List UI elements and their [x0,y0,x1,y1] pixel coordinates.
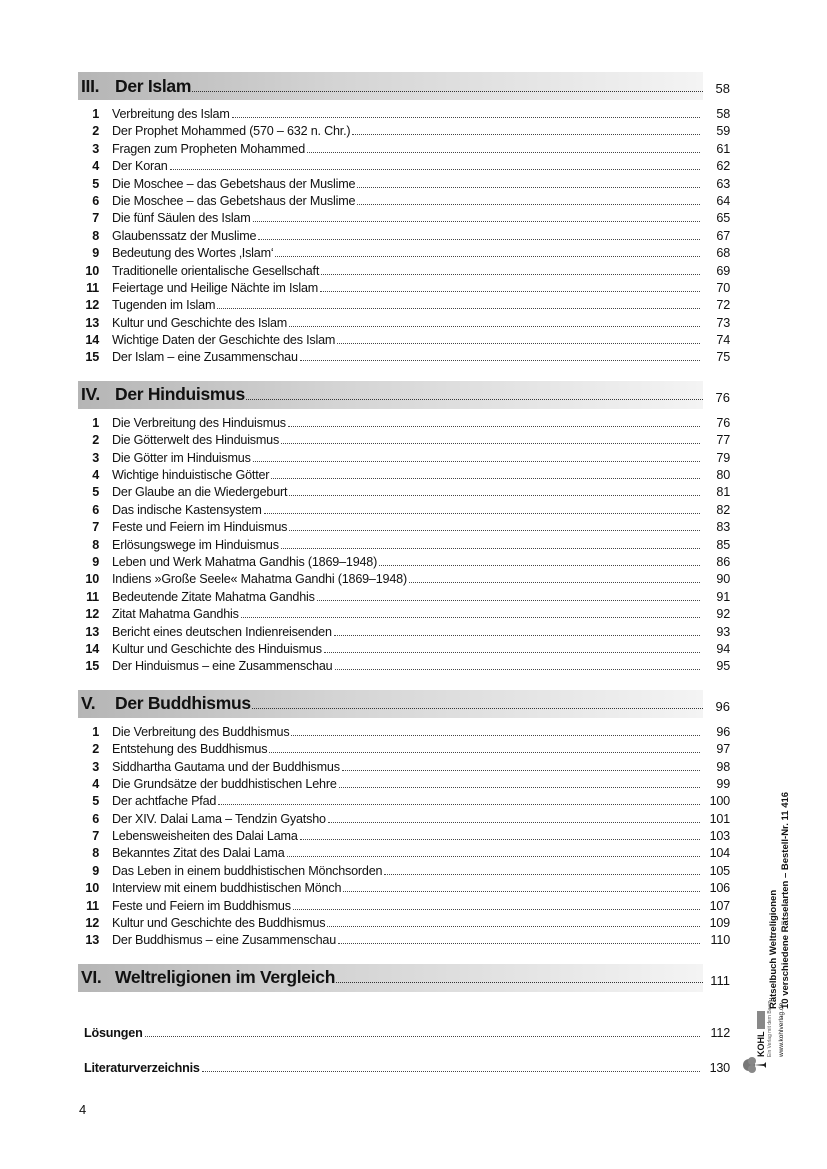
entry-page: 80 [716,468,730,483]
entry-page: 95 [716,659,730,674]
toc-section [78,381,730,677]
entry-label: Siddhartha Gautama und der Buddhismus [112,759,340,774]
toc-entry[interactable] [78,451,730,468]
dot-leader [300,359,700,361]
section-entries [78,416,730,677]
entry-number: 15 [85,350,99,365]
publisher-sidebar [740,753,792,1073]
publisher-url[interactable]: www.kohlverlag.de [778,1002,785,1057]
entry-page: 93 [716,624,730,639]
entry-number: 8 [92,537,99,552]
toc-entry-literaturverzeichnis[interactable] [84,1061,730,1075]
entry-number: 5 [92,176,99,191]
dot-leader [321,273,700,275]
toc-entry[interactable] [78,933,730,950]
entry-label: Interview mit einem buddhistischen Mönch [112,881,342,896]
entry-label: Der XIV. Dalai Lama – Tendzin Gyatsho [112,811,326,826]
entry-page: 98 [716,759,730,774]
entry-label: Indiens »Große Seele« Mahatma Gandhi (1869–1948) [112,572,407,587]
dot-leader [271,477,700,479]
entry-number: 12 [85,607,99,622]
entry-label: Die Götterwelt des Hinduismus [112,433,280,448]
dot-leader [232,116,700,118]
entry-page: 99 [716,776,730,791]
toc-entry[interactable] [78,642,730,659]
section-page: 76 [715,389,730,405]
section-title: Der Islam [115,75,192,96]
dot-leader [192,90,703,92]
entry-page: 79 [716,450,730,465]
entry-label: Die Verbreitung des Hinduismus [112,415,286,430]
toc-entry[interactable] [78,194,730,211]
dot-leader [170,168,700,170]
dot-leader [339,786,700,788]
entry-page: 85 [716,537,730,552]
entry-label: Das Leben in einem buddhistischen Mönchsorden [112,863,383,878]
entry-number: 9 [92,554,99,569]
entry-label: Der Buddhismus – eine Zusammenschau [112,933,336,948]
toc-entry[interactable] [78,812,730,829]
section-page: 58 [715,81,730,96]
entry-page: 92 [716,607,730,622]
dot-leader [252,707,703,709]
dot-leader [291,734,700,736]
entry-number: 5 [92,485,99,500]
dot-leader [275,255,700,257]
entry-number: 8 [92,228,99,243]
entry-page: 97 [716,742,730,757]
section-entries [78,107,730,368]
section-heading[interactable] [78,964,730,992]
entry-number: 6 [92,193,99,208]
dot-leader [324,651,700,653]
entry-number: 9 [92,246,99,261]
dot-leader [335,668,701,670]
entry-number: 12 [85,298,99,313]
entry-number: 13 [85,315,99,330]
dot-leader [357,203,700,205]
toc-entry[interactable] [78,742,730,759]
dot-leader [352,133,700,135]
section-title: Weltreligionen im Vergleich [115,967,336,988]
entry-label: Wichtige Daten der Geschichte des Islam [112,333,336,348]
entry-page: 64 [716,193,730,208]
toc-entry[interactable] [78,142,730,159]
toc-entry[interactable] [78,555,730,572]
section-page: 96 [715,698,730,714]
dot-leader [320,290,700,292]
entry-page: 58 [716,107,730,121]
entry-number: 4 [92,159,99,174]
entry-label: Lebensweisheiten des Dalai Lama [112,829,298,844]
entry-page: 94 [716,641,730,656]
dot-leader [384,873,700,875]
toc-entry[interactable] [78,416,730,433]
entry-label: Traditionelle orientalische Gesellschaft [112,263,320,278]
dot-leader [293,908,700,910]
entry-label: Entstehung des Buddhismus [112,742,268,757]
toc-entry[interactable] [78,625,730,642]
entry-page: 96 [716,724,730,739]
entry-label: Erlösungswege im Hinduismus [112,537,279,552]
entry-number: 10 [85,572,99,587]
dot-leader [317,599,700,601]
entry-page: 110 [710,933,730,948]
page-number: 4 [79,1102,87,1117]
entry-number: 11 [86,589,99,604]
toc-entry[interactable] [78,590,730,607]
entry-page: 91 [716,589,730,604]
entry-label: Verbreitung des Islam [112,107,230,121]
entry-number: 7 [92,520,99,535]
entry-page: 107 [709,898,730,913]
entry-number: 11 [86,898,99,913]
entry-number: 6 [92,502,99,517]
entry-label: Literaturverzeichnis [84,1061,200,1075]
entry-number: 7 [92,211,99,226]
entry-label: Der Glaube an die Wiedergeburt [112,485,288,500]
dot-leader [246,398,703,400]
dot-leader [357,186,700,188]
entry-label: Feiertage und Heilige Nächte im Islam [112,280,319,295]
entry-label: Leben und Werk Mahatma Gandhis (1869–1948) [112,554,378,569]
toc-entry-loesungen[interactable] [84,1026,730,1040]
section-heading[interactable] [78,72,730,100]
entry-page: 59 [716,124,730,139]
entry-number: 10 [85,881,99,896]
entry-page: 83 [716,520,730,535]
dot-leader [334,634,700,636]
entry-number: 14 [85,641,99,656]
toc-entry[interactable] [78,316,730,333]
dot-leader [328,821,700,823]
section-heading-row [78,76,703,97]
entry-number: 14 [85,333,99,348]
entry-number: 2 [92,433,99,448]
entry-page: 81 [716,485,730,500]
entry-label: Kultur und Geschichte des Islam [112,315,288,330]
toc-section [78,690,730,951]
entry-page: 69 [716,263,730,278]
entry-page: 106 [709,881,730,896]
dot-leader [307,151,700,153]
toc-entry[interactable] [78,794,730,811]
toc-entry[interactable] [78,572,730,589]
toc-entry[interactable] [78,264,730,281]
entry-label: Tugenden im Islam [112,298,216,313]
toc-entry[interactable] [78,281,730,298]
section-heading-row [78,967,703,988]
entry-number: 8 [92,846,99,861]
section-heading[interactable] [78,690,730,718]
entry-number: 3 [92,141,99,156]
entry-label: Bericht eines deutschen Indienreisenden [112,624,332,639]
entry-number: 15 [85,659,99,674]
entry-page: 68 [716,246,730,261]
toc-entry[interactable] [78,159,730,176]
section-title: Der Buddhismus [115,693,251,714]
dot-leader [241,616,700,618]
entry-number: 4 [92,468,99,483]
entry-label: Lösungen [84,1026,143,1040]
dot-leader [218,803,700,805]
toc-entry[interactable] [78,211,730,228]
dot-leader [289,529,700,531]
section-entries [78,725,730,951]
toc-entry[interactable] [78,777,730,794]
section-title: Der Hinduismus [115,384,245,405]
toc-entry[interactable] [78,916,730,933]
entry-page: 104 [709,846,730,861]
publisher-logo [742,1000,790,1073]
entry-page: 112 [710,1026,730,1040]
toc-entry[interactable] [78,899,730,916]
entry-page: 65 [716,211,730,226]
entry-page: 130 [709,1061,730,1075]
entry-label: Der Koran [112,159,168,174]
dot-leader [343,890,700,892]
dot-leader [281,442,700,444]
toc-entry[interactable] [78,350,730,367]
logo-brand: KOHL [756,1031,766,1057]
entry-page: 63 [716,176,730,191]
entry-page: 61 [716,141,730,156]
entry-label: Das indische Kastensystem [112,502,262,517]
section-heading-row [78,693,703,714]
entry-label: Zitat Mahatma Gandhis [112,607,239,622]
toc-entry[interactable] [78,107,730,124]
entry-page: 100 [709,794,730,809]
dot-leader [217,307,700,309]
dot-leader [338,942,700,944]
entry-number: 13 [85,624,99,639]
section-numeral: VI. [81,967,102,988]
dot-leader [145,1035,700,1037]
entry-label: Glaubenssatz der Muslime [112,228,257,243]
entry-page: 73 [716,315,730,330]
entry-label: Fragen zum Propheten Mohammed [112,141,306,156]
entry-page: 105 [709,863,730,878]
dot-leader [287,855,700,857]
logo-badge [757,1011,765,1029]
dot-leader [379,564,700,566]
toc-entry[interactable] [78,659,730,676]
dot-leader [289,494,700,496]
entry-page: 74 [716,333,730,348]
entry-page: 101 [709,811,730,826]
dot-leader [269,751,700,753]
toc-entry[interactable] [78,829,730,846]
toc-entry[interactable] [78,538,730,555]
section-numeral: V. [81,693,96,714]
dot-leader [202,1070,700,1072]
table-of-contents [78,72,730,1005]
toc-section [78,964,730,992]
entry-page: 103 [709,829,730,844]
entry-label: Feste und Feiern im Hinduismus [112,520,288,535]
entry-number: 7 [92,829,99,844]
entry-label: Bedeutende Zitate Mahatma Gandhis [112,589,315,604]
section-heading-row [78,384,703,405]
dot-leader [336,981,703,983]
entry-label: Der Islam – eine Zusammenschau [112,350,298,365]
entry-label: Wichtige hinduistische Götter [112,468,270,483]
dot-leader [337,342,700,344]
entry-label: Bedeutung des Wortes ‚Islam‘ [112,246,274,261]
dot-leader [288,425,700,427]
entry-label: Die Grundsätze der buddhistischen Lehre [112,776,337,791]
entry-number: 1 [92,724,99,739]
toc-entry[interactable] [78,333,730,350]
entry-page: 76 [716,415,730,430]
entry-label: Der achtfache Pfad [112,794,217,809]
toc-entry[interactable] [78,468,730,485]
entry-page: 62 [716,159,730,174]
dot-leader [264,512,700,514]
toc-entry[interactable] [78,298,730,315]
toc-entry[interactable] [78,760,730,777]
entry-number: 5 [92,794,99,809]
entry-label: Die Moschee – das Gebetshaus der Muslime [112,176,356,191]
toc-entry[interactable] [78,725,730,742]
entry-number: 2 [92,742,99,757]
entry-number: 12 [85,916,99,931]
toc-entry[interactable] [78,864,730,881]
entry-label: Bekanntes Zitat des Dalai Lama [112,846,285,861]
toc-entry[interactable] [78,124,730,141]
entry-number: 1 [92,415,99,430]
book-subtitle-order-number: 10 verschiedene Rätselarten – Bestell-Nr. 11 416 [780,791,791,1009]
dot-leader [342,769,700,771]
dot-leader [289,325,700,327]
entry-label: Die fünf Säulen des Islam [112,211,251,226]
entry-label: Die Moschee – das Gebetshaus der Muslime [112,193,356,208]
dot-leader [409,581,700,583]
entry-page: 82 [716,502,730,517]
toc-entry[interactable] [78,607,730,624]
toc-entry[interactable] [78,433,730,450]
entry-label: Der Hinduismus – eine Zusammenschau [112,659,333,674]
logo-tagline: Ein Verlag mit dem Baum [767,1000,773,1057]
section-page: 111 [710,972,730,988]
book-title: Rätselbuch Weltreligionen [768,889,779,1009]
toc-entry[interactable] [78,485,730,502]
entry-label: Die Verbreitung des Buddhismus [112,724,290,739]
section-numeral: IV. [81,384,100,405]
entry-number: 13 [85,933,99,948]
entry-number: 11 [86,280,99,295]
toc-entry[interactable] [78,229,730,246]
entry-page: 67 [716,228,730,243]
entry-label: Der Prophet Mohammed (570 – 632 n. Chr.) [112,124,351,139]
section-numeral: III. [81,75,100,96]
toc-entry[interactable] [78,881,730,898]
section-heading[interactable] [78,381,730,409]
entry-page: 109 [709,916,730,931]
toc-entry[interactable] [78,503,730,520]
entry-number: 4 [92,776,99,791]
entry-label: Die Götter im Hinduismus [112,450,251,465]
entry-page: 70 [716,280,730,295]
toc-entry[interactable] [78,520,730,537]
entry-number: 3 [92,759,99,774]
entry-number: 1 [92,107,99,121]
entry-page: 90 [716,572,730,587]
dot-leader [300,838,700,840]
dot-leader [253,460,700,462]
dot-leader [253,220,700,222]
entry-number: 6 [92,811,99,826]
toc-section [78,72,730,368]
entry-page: 86 [716,554,730,569]
toc-entry[interactable] [78,177,730,194]
entry-number: 2 [92,124,99,139]
entry-page: 77 [716,433,730,448]
entry-label: Feste und Feiern im Buddhismus [112,898,291,913]
entry-page: 75 [716,350,730,365]
dot-leader [258,238,700,240]
entry-label: Kultur und Geschichte des Hinduismus [112,641,322,656]
toc-entry[interactable] [78,246,730,263]
entry-number: 10 [85,263,99,278]
entry-number: 9 [92,863,99,878]
tree-icon [742,1057,766,1073]
entry-page: 72 [716,298,730,313]
dot-leader [281,547,700,549]
entry-label: Kultur und Geschichte des Buddhismus [112,916,326,931]
entry-number: 3 [92,450,99,465]
dot-leader [327,925,700,927]
toc-entry[interactable] [78,846,730,863]
